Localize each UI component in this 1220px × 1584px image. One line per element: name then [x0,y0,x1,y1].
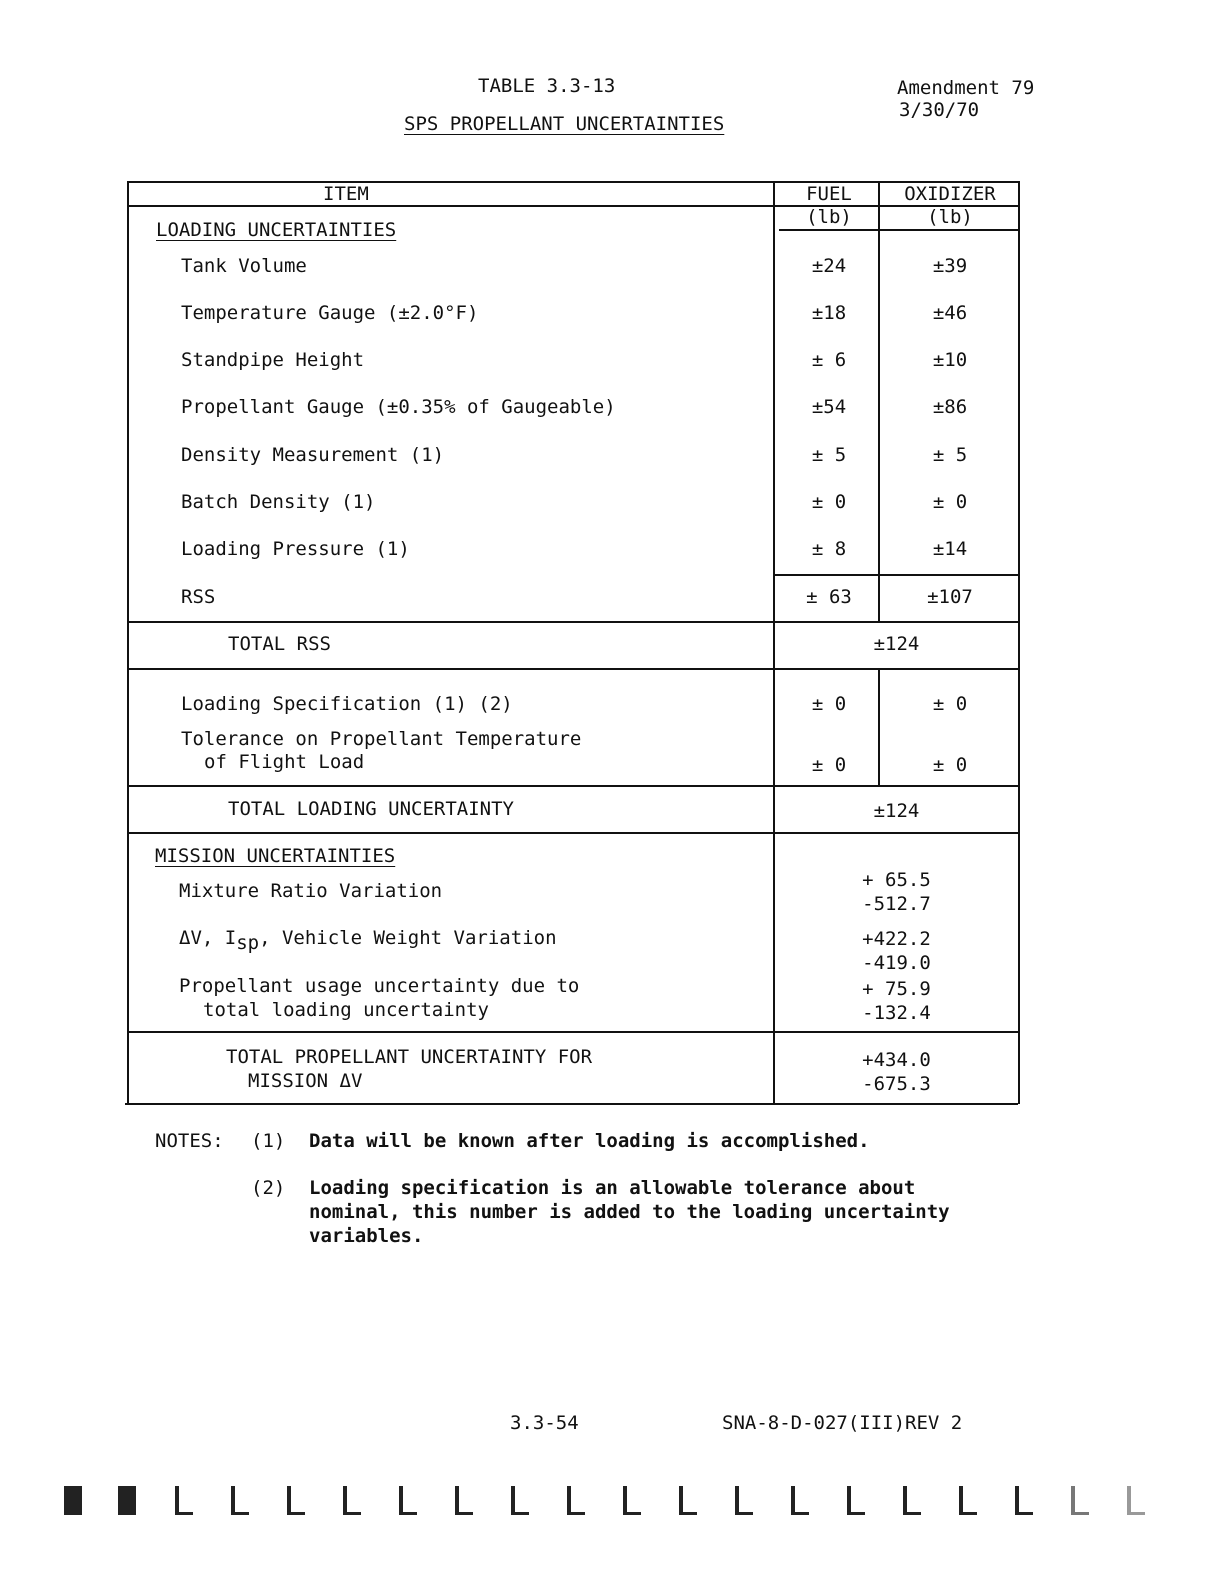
total-mission-label [226,1045,592,1093]
row-oxidizer: ±14 [932,538,968,560]
row-item: Tank Volume [181,255,307,277]
row-item: Propellant Gauge (±0.35% of Gaugeable) [181,396,616,418]
value-plus: + 75.9 [862,978,931,1000]
row-item-line: Propellant usage uncertainty due to [179,975,580,997]
amendment-date: 3/30/70 [899,99,980,121]
row-fuel: ± 6 [811,349,847,371]
scan-mark [175,1486,193,1515]
row-item-text-tail: , Vehicle Weight Variation [259,927,557,949]
row-values [773,927,1020,975]
scan-mark [679,1486,697,1515]
scan-mark [735,1486,753,1515]
scan-mark [623,1486,641,1515]
value-minus: -419.0 [862,952,931,974]
row-fuel: ±54 [811,396,847,418]
row-item-subscript: sp [236,931,260,954]
note-number: (2) [251,1177,286,1199]
column-header-item: ITEM [323,183,369,205]
value-minus: -132.4 [862,1002,931,1024]
value-plus: +434.0 [862,1049,931,1071]
row-values [773,977,1020,1025]
note-text: nominal, this number is added to the loading uncertainty [309,1201,950,1223]
scan-mark [1071,1486,1089,1515]
page-number: 3.3-54 [510,1412,579,1434]
scan-mark [1127,1486,1145,1515]
section-heading-mission: MISSION UNCERTAINTIES [155,845,396,867]
note-text: variables. [309,1225,424,1247]
total-rss-value: ±124 [873,633,920,655]
row-item: Temperature Gauge (±2.0°F) [181,302,479,324]
value-minus: -675.3 [862,1073,931,1095]
row-oxidizer: ± 0 [932,693,968,715]
row-item: Density Measurement (1) [181,444,445,466]
propellant-uncertainty-table [127,181,1020,1106]
scan-mark [791,1486,809,1515]
total-mission-line: MISSION ΔV [248,1070,363,1092]
row-fuel: ± 0 [811,754,847,776]
row-oxidizer: ± 0 [932,754,968,776]
row-item: Standpipe Height [181,349,365,371]
total-mission-values [773,1048,1020,1096]
scan-mark [567,1486,585,1515]
column-unit-oxidizer: (lb) [927,206,973,228]
rss-label: RSS [181,586,216,608]
value-minus: -512.7 [862,893,931,915]
total-rss-label: TOTAL RSS [228,633,331,655]
row-item [179,974,579,1022]
row-oxidizer: ± 0 [932,491,968,513]
scan-mark [455,1486,473,1515]
scan-mark [511,1486,529,1515]
row-item: Batch Density (1) [181,491,376,513]
column-unit-fuel: (lb) [806,206,852,228]
row-oxidizer: ±46 [932,302,968,324]
row-fuel: ± 8 [811,538,847,560]
table-title: SPS PROPELLANT UNCERTAINTIES [404,113,725,135]
scan-mark [343,1486,361,1515]
scan-mark [399,1486,417,1515]
row-fuel: ±24 [811,255,847,277]
scan-mark [903,1486,921,1515]
rss-oxidizer: ±107 [927,586,973,608]
row-item: Mixture Ratio Variation [179,880,443,902]
note-text: Loading specification is an allowable tolerance about [309,1177,916,1199]
row-item: Loading Pressure (1) [181,538,410,560]
note-number: (1) [251,1130,286,1152]
row-fuel: ±18 [811,302,847,324]
total-mission-line: TOTAL PROPELLANT UNCERTAINTY FOR [226,1046,593,1068]
rss-fuel: ± 63 [806,586,852,608]
total-loading-label: TOTAL LOADING UNCERTAINTY [228,798,514,820]
scan-mark [118,1486,136,1515]
value-plus: + 65.5 [862,869,931,891]
row-item: Tolerance on Propellant Temperature [181,728,582,750]
row-item-line: total loading uncertainty [203,999,489,1021]
amendment-label: Amendment 79 [897,77,1035,99]
total-loading-value: ±124 [873,800,920,822]
value-plus: +422.2 [862,928,931,950]
row-oxidizer: ± 5 [932,444,968,466]
notes-label: NOTES: [155,1130,224,1152]
table-number: TABLE 3.3-13 [478,75,616,97]
note-text: Data will be known after loading is accomplished. [309,1130,870,1152]
scan-mark [287,1486,305,1515]
row-fuel: ± 5 [811,444,847,466]
scan-mark [231,1486,249,1515]
row-fuel: ± 0 [811,693,847,715]
row-oxidizer: ±39 [932,255,968,277]
scan-mark [959,1486,977,1515]
row-values [773,868,1020,916]
row-item [179,927,557,954]
row-fuel: ± 0 [811,491,847,513]
row-item-continued: of Flight Load [204,751,365,773]
row-oxidizer: ±10 [932,349,968,371]
row-item: Loading Specification (1) (2) [181,693,513,715]
section-heading-loading: LOADING UNCERTAINTIES [156,219,397,241]
column-header-fuel: FUEL [806,183,852,205]
row-oxidizer: ±86 [932,396,968,418]
document-id: SNA-8-D-027(III)REV 2 [722,1412,963,1434]
row-item-text: ΔV, I [179,927,237,949]
scan-mark [1015,1486,1033,1515]
scan-mark [64,1486,82,1515]
scan-mark [847,1486,865,1515]
column-header-oxidizer: OXIDIZER [904,183,996,205]
